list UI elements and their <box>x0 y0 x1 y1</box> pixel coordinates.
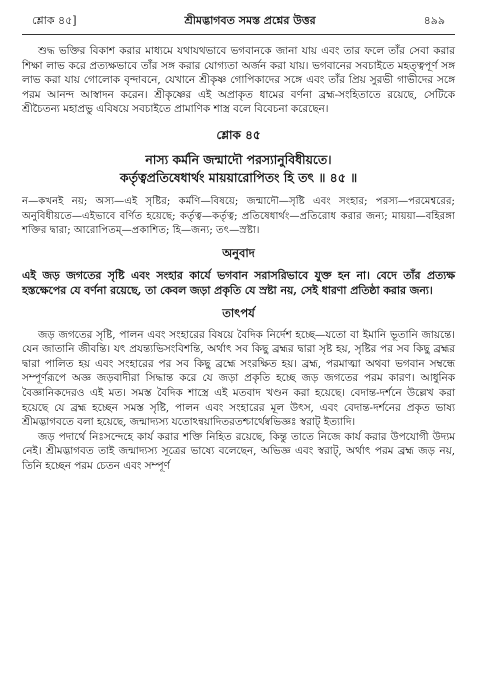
header-verse-ref: শ্লোক ৪৫] <box>32 14 77 27</box>
verse-line-2: কর্তৃত্বপ্রতিষেধার্থং মায়য়ারোপিতং হি তৎ ॥ ৪৫ ॥ <box>119 169 358 185</box>
intro-paragraph: শুদ্ধ ভক্তির বিকাশ করার মাধ্যমে যথাযথভাবে ভগবানকে জানা যায় এবং তার ফলে তাঁর সেবা করার শিক্ষা লাভ করে প্রত্যক্ষভাবে তাঁর সঙ্গ করার যোগ্যতা অর্জন করা যায়। ভগবানের সবচাইতে মহত্ত্বপূর্ণ সঙ্গ লাভ করা যায় গোলোক বৃন্দাবনে, যেখানে শ্রীকৃষ্ণ গোপিকাদের সঙ্গে এবং তাঁর প্রিয় সুরভী গাভীদের সঙ্গে পরম আনন্দ আস্বাদন করেন। শ্রীকৃষ্ণের এই অপ্রাকৃত ধামের বর্ণনা ব্রহ্ম-সংহিতাতে রয়েছে, সেটিকে শ্রীচৈতন্য মহাপ্রভু এবিষয়ে সবচাইতে প্রামাণিক শাস্ত্র বলে বিবেচনা করেছেন। <box>22 45 455 116</box>
running-header <box>22 6 455 35</box>
translation-text: এই জড় জগতের সৃষ্টি এবং সংহার কার্যে ভগবান সরাসরিভাবে যুক্ত হন না। বেদে তাঁর প্রত্যক্ষ হস্তক্ষেপের যে বর্ণনা রয়েছে, তা কেবল জড়া প্রকৃতি যে স্রষ্টা নয়, সেই ধারণা প্রতিষ্ঠা করার জন্য। <box>22 268 455 298</box>
synonyms: ন—কখনই নয়; অস্য—এই সৃষ্টির; কর্মণি—বিষয়ে; জন্মাদৌ—সৃষ্টি এবং সংহার; পরস্য—পরমেশ্বরের; অনুবিধীয়তে—এইভাবে বর্ণিত হয়েছে; কর্তৃত্ব—কর্তৃত্ব; প্রতিষেধার্থং—প্রতিরোধ করার জন্য; মায়য়া—বহিরঙ্গা শক্তির দ্বারা; আরোপিতম্—প্রকাশিত; হি—জন্য; তৎ—স্রষ্টা। <box>22 195 455 237</box>
verse-title: শ্লোক ৪৫ <box>216 127 261 142</box>
purport-title: তাৎপর্য <box>222 305 255 320</box>
translation-title: অনুবাদ <box>222 245 255 260</box>
purport-paragraph-2: জড় পদার্থে নিঃসন্দেহে কার্য করার শক্তি নিহিত রয়েছে, কিন্তু তাতে নিজে কার্য করার উপযোগী উদ্যম নেই। শ্রীমদ্ভাগবত তাই জন্মাদ্যস্য সূত্রের ভাষ্যে বলেছেন, অভিজ্ঞ এবং স্বরাট্, অর্থাৎ পরম ব্রহ্ম জড় নয়, তিনি হচ্ছেন পরম চেতন এবং সম্পূর্ণ <box>22 430 455 472</box>
verse-line-1: নাস্য কর্মনি জন্মাদৌ পরস্যানুবিধীয়তে। <box>145 151 332 167</box>
page-number: ৪৯৯ <box>423 14 445 27</box>
purport-paragraph-1: জড় জগতের সৃষ্টি, পালন এবং সংহারের বিষয়ে বৈদিক নির্দেশ হচ্ছে—যতো বা ইমানি ভূতানি জায়ন্তে। যেন জাতানি জীবন্তি। যৎ প্রযন্ত্যভিসংবিশন্তি, অর্থাৎ সব কিছু ব্রহ্মর দ্বারা সৃষ্ট হয়, সৃষ্টির পর সব কিছু ব্রহ্মর দ্বারা পালিত হয় এবং সংহারের পর সব কিছু ব্রহ্মে সংরক্ষিত হয়। ব্রহ্ম, পরমাত্মা অথবা ভগবান সম্বন্ধে সম্পূর্ণরূপে অজ্ঞ জড়বাদীরা সিদ্ধান্ত করে যে জড়া প্রকৃতি হচ্ছে জড় জগতের পরম কারণ। আধুনিক বৈজ্ঞানিকদেরও এই মত। সমস্ত বৈদিক শাস্ত্রে এই মতবাদ খণ্ডন করা হয়েছে। বেদান্ত-দর্শনে উল্লেখ করা হয়েছে যে ব্রহ্ম হচ্ছেন সমস্ত সৃষ্টি, পালন এবং সংহারের মূল উৎস, এবং বেদান্ত-দর্শনের প্রকৃত ভাষ্য শ্রীমদ্ভাগবতে বলা হয়েছে, জন্মাদ্যস্য যতোঽন্বয়াদিতরতশ্চার্থেষ্বভিজ্ঞঃ স্বরাট্ ইত্যাদি। <box>22 328 455 429</box>
header-title: শ্রীমদ্ভাগবত সমস্ত প্রশ্নের উত্তর <box>184 14 316 27</box>
